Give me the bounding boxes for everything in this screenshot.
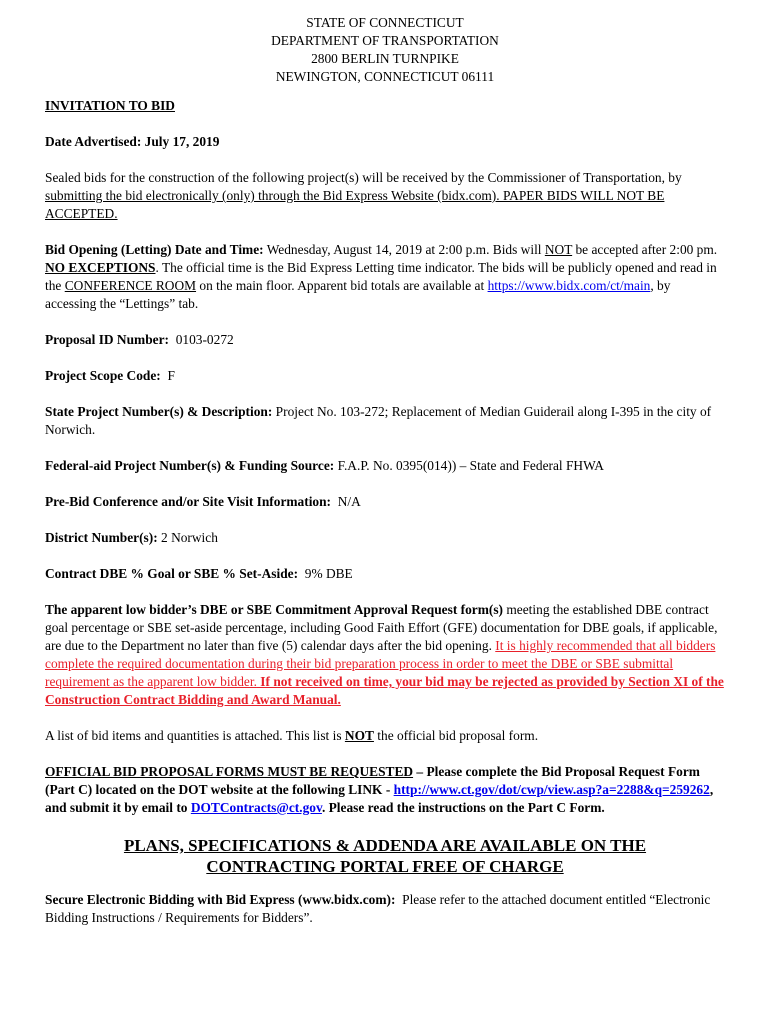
dbe-goal-value: 9% DBE	[298, 566, 353, 581]
prebid-label: Pre-Bid Conference and/or Site Visit Information:	[45, 494, 332, 509]
secure-bidding-paragraph	[45, 891, 725, 927]
bid-rejection-warning: If not received on time, your bid may be rejected as provided by Section XI of the Construction Contract Bidding and Award Manual.	[45, 674, 724, 707]
sealed-bids-paragraph	[45, 169, 725, 223]
plans-title-line-2: CONTRACTING PORTAL FREE OF CHARGE	[206, 857, 564, 876]
letterhead-street: 2800 BERLIN TURNPIKE	[311, 51, 459, 66]
ct-gov-proposal-link[interactable]: http://www.ct.gov/dot/cwp/view.asp?a=2288&q=259262	[393, 782, 710, 797]
electronic-only-notice: submitting the bid electronically (only) through the Bid Express Website (bidx.com). PAPER BIDS WILL NOT BE ACCEPTED.	[45, 188, 665, 221]
prebid-value: N/A	[331, 494, 361, 509]
district-number	[45, 529, 725, 547]
not-emphasis: NOT	[544, 242, 573, 257]
official-forms-text-1: – Please complete the Bid Proposal Request Form (Part C) located on the DOT website at the following LINK -	[45, 764, 700, 797]
bid-opening-text-1: Wednesday, August 14, 2019 at 2:00 p.m. Bids will	[263, 242, 545, 257]
proposal-id	[45, 331, 725, 349]
bid-opening-text-2: be accepted after 2:00 pm.	[572, 242, 718, 257]
bid-items-paragraph	[45, 727, 725, 745]
plans-title-line-1: PLANS, SPECIFICATIONS & ADDENDA ARE AVAILABLE ON THE	[123, 836, 647, 855]
bid-opening-text-3: . The official time is the Bid Express Letting time indicator. The bids will be publicly opened and read in the	[45, 260, 717, 293]
bid-items-not: NOT	[344, 728, 374, 743]
bid-opening-text-4: on the main floor. Apparent bid totals are available at	[196, 278, 488, 293]
dbe-commitment-text: meeting the established DBE contract goal percentage or SBE set-aside percentage, including Good Faith Effort (GFE) documentation for DBE goals, if applicable, are due to the Department no later than five (5) calendar days after the bid opening.	[45, 602, 718, 653]
plans-specifications-title	[45, 835, 725, 877]
federal-aid-value: F.A.P. No. 0395(014)) – State and Federal FHWA	[334, 458, 604, 473]
district-value: 2 Norwich	[157, 530, 218, 545]
date-advertised-text: Date Advertised: July 17, 2019	[45, 134, 220, 149]
proposal-id-label: Proposal ID Number:	[45, 332, 169, 347]
dbe-commitment-label: The apparent low bidder’s DBE or SBE Commitment Approval Request form(s)	[45, 602, 504, 617]
federal-aid-project	[45, 457, 725, 475]
dbe-goal-label: Contract DBE % Goal or SBE % Set-Aside:	[45, 566, 299, 581]
dot-contracts-email-link[interactable]: DOTContracts@ct.gov	[190, 800, 322, 815]
document-page	[45, 14, 725, 945]
proposal-id-value: 0103-0272	[169, 332, 234, 347]
dbe-recommendation-warning: It is highly recommended that all bidders complete the required documentation during their bid preparation process in order to meet the DBE or SBE submittal requirement as the apparent low bidder.	[45, 638, 716, 689]
bid-items-text-1: A list of bid items and quantities is attached. This list is	[45, 728, 345, 743]
scope-code-label: Project Scope Code:	[45, 368, 161, 383]
bidx-lettings-link[interactable]: https://www.bidx.com/ct/main	[487, 278, 651, 293]
invitation-title: INVITATION TO BID	[45, 98, 175, 113]
state-project-value: Project No. 103-272; Replacement of Median Guiderail along I-395 in the city of Norwich.	[45, 404, 712, 437]
letterhead-department: DEPARTMENT OF TRANSPORTATION	[271, 33, 499, 48]
state-project	[45, 403, 725, 439]
secure-bidding-label: Secure Electronic Bidding with Bid Express (www.bidx.com):	[45, 892, 396, 907]
official-forms-text-3: . Please read the instructions on the Part C Form.	[321, 800, 605, 815]
bid-opening-paragraph	[45, 241, 725, 313]
conference-room: CONFERENCE ROOM	[64, 278, 197, 293]
date-advertised	[45, 133, 725, 151]
dbe-goal	[45, 565, 725, 583]
letterhead-state: STATE OF CONNECTICUT	[306, 15, 464, 30]
district-label: District Number(s):	[45, 530, 158, 545]
dbe-commitment-paragraph	[45, 601, 725, 709]
scope-code-value: F	[160, 368, 175, 383]
official-forms-paragraph	[45, 763, 725, 817]
prebid-conference	[45, 493, 725, 511]
federal-aid-label: Federal-aid Project Number(s) & Funding Source:	[45, 458, 335, 473]
official-forms-heading: OFFICIAL BID PROPOSAL FORMS MUST BE REQUESTED	[45, 764, 414, 779]
letterhead-city: NEWINGTON, CONNECTICUT 06111	[275, 69, 495, 84]
bid-opening-text-5: , by accessing the “Lettings” tab.	[45, 278, 671, 311]
letterhead	[45, 14, 725, 86]
project-scope-code	[45, 367, 725, 385]
sealed-bids-text: Sealed bids for the construction of the following project(s) will be received by the Commissioner of Transportation, by	[45, 170, 682, 185]
bid-opening-label: Bid Opening (Letting) Date and Time:	[45, 242, 264, 257]
no-exceptions: NO EXCEPTIONS	[45, 260, 156, 275]
bid-items-text-2: the official bid proposal form.	[373, 728, 539, 743]
state-project-label: State Project Number(s) & Description:	[45, 404, 273, 419]
official-forms-text-2: , and submit it by email to	[45, 782, 714, 815]
secure-bidding-text: Please refer to the attached document entitled “Electronic Bidding Instructions / Requirements for Bidders”.	[45, 892, 714, 925]
